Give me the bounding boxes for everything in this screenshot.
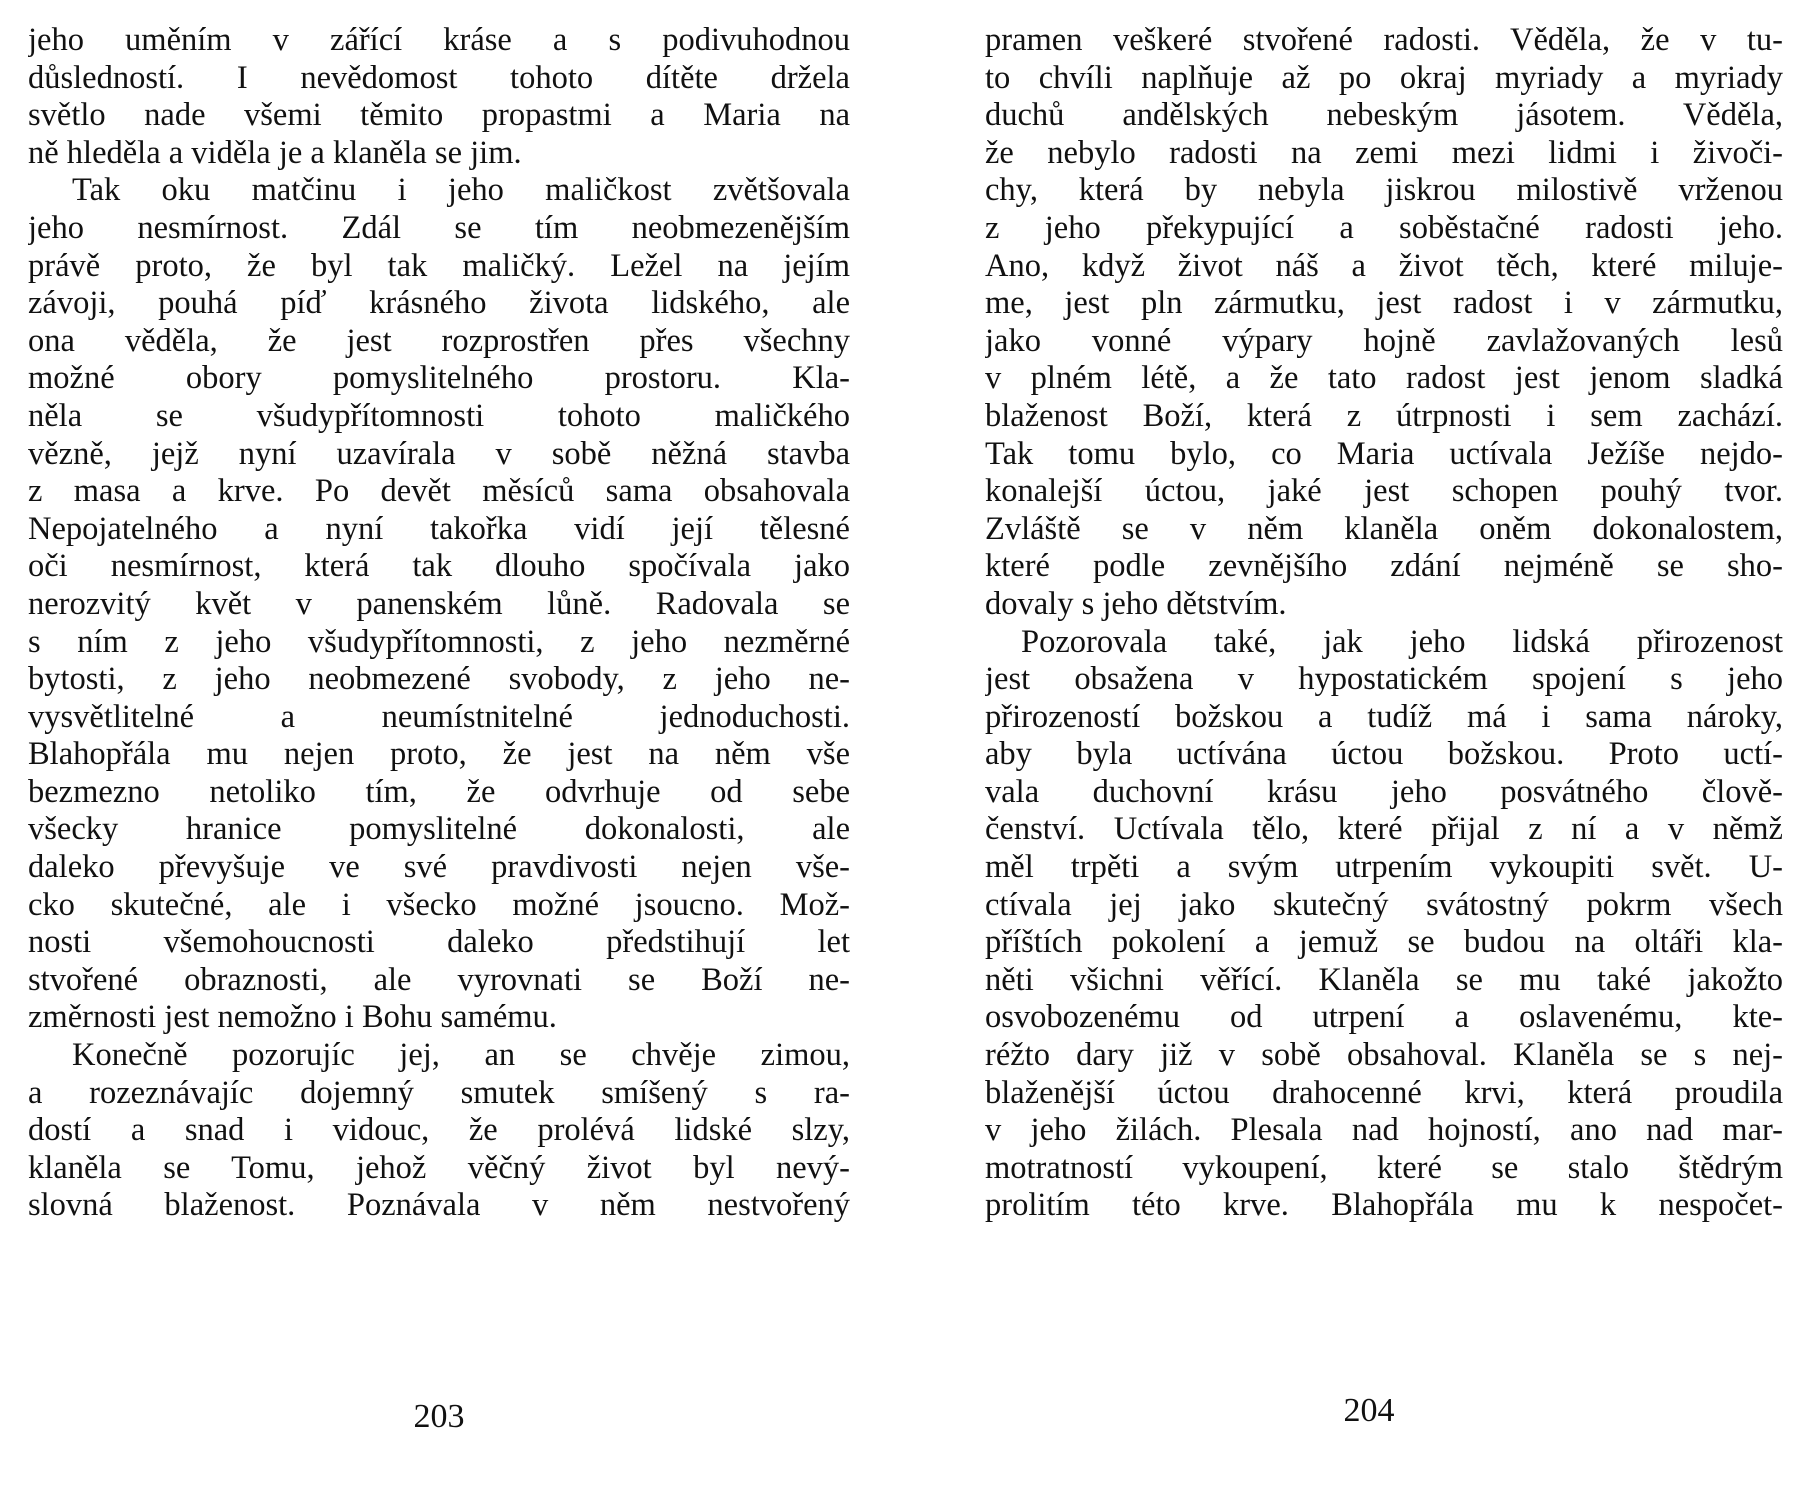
left-page-number: 203 — [413, 1398, 465, 1435]
text-line: změrnosti jest nemožno i Bohu samému. — [28, 999, 557, 1036]
text-line: čenství. Uctívala tělo, které přijal z ní a v němž — [985, 811, 1783, 848]
text-line: možné obory pomyslitelného prostoru. Kla- — [28, 360, 850, 397]
text-line: motratností vykoupení, které se stalo štědrým — [985, 1149, 1783, 1186]
text-line: slovná blaženost. Poznávala v něm nestvořený — [28, 1187, 850, 1224]
text-line: Blahopřála mu nejen proto, že jest na něm vše — [28, 736, 850, 773]
text-line: ctívala jej jako skutečný svátostný pokrm všech — [985, 886, 1783, 923]
text-line: něti všichni věřící. Klaněla se mu také jakožto — [985, 961, 1783, 998]
text-line: a rozeznávajíc dojemný smutek smíšený s ra- — [28, 1074, 850, 1111]
right-page-number: 204 — [1343, 1392, 1395, 1429]
text-line: stvořené obraznosti, ale vyrovnati se Boží ne- — [28, 961, 850, 998]
text-line: Konečně pozorujíc jej, an se chvěje zimou, — [72, 1037, 850, 1074]
text-line: které podle zevnějšího zdání nejméně se sho- — [985, 548, 1783, 585]
text-line: Pozorovala také, jak jeho lidská přirozenost — [1021, 623, 1783, 660]
text-line: blaženější úctou drahocenné krvi, která proudila — [985, 1074, 1783, 1111]
text-line: klaněla se Tomu, jehož věčný život byl nevý- — [28, 1149, 850, 1186]
right-page-text — [985, 22, 1783, 1225]
text-line: dostí a snad i vidouc, že prolévá lidské slzy, — [28, 1112, 850, 1149]
left-page-text — [28, 22, 850, 1225]
text-line: ně hleděla a viděla je a klaněla se jim. — [28, 134, 522, 171]
text-line: nosti všemohoucnosti daleko předstihují let — [28, 924, 850, 961]
text-line: aby byla uctívána úctou božskou. Proto uctí- — [985, 736, 1783, 773]
text-line: prolitím této krve. Blahopřála mu k nespočet- — [985, 1187, 1783, 1224]
text-line: Zvláště se v něm klaněla oněm dokonalostem, — [985, 510, 1783, 547]
text-line: v jeho žilách. Plesala nad hojností, ano nad mar- — [985, 1112, 1783, 1149]
text-line: s ním z jeho všudypřítomnosti, z jeho nezměrné — [28, 623, 850, 660]
text-line: něla se všudypřítomnosti tohoto maličkého — [28, 397, 850, 434]
text-line: konalejší úctou, jaké jest schopen pouhý tvor. — [985, 473, 1783, 510]
text-line: dovaly s jeho dětstvím. — [985, 585, 1287, 622]
text-line: cko skutečné, ale i všecko možné jsoucno. Mož- — [28, 886, 850, 923]
text-line: závoji, pouhá píď krásného života lidského, ale — [28, 285, 850, 322]
text-line: jeho nesmírnost. Zdál se tím neobmezenějším — [28, 209, 850, 246]
text-line: to chvíli naplňuje až po okraj myriady a myriady — [985, 59, 1783, 96]
text-line: z masa a krve. Po devět měsíců sama obsahovala — [28, 473, 850, 510]
text-line: ona věděla, že jest rozprostřen přes všechny — [28, 322, 850, 359]
text-line: Tak tomu bylo, co Maria uctívala Ježíše nejdo- — [985, 435, 1783, 472]
text-line: z jeho překypující a soběstačné radosti jeho. — [985, 209, 1783, 246]
right-page — [985, 0, 1783, 1500]
text-line: Ano, když život náš a život těch, které miluje- — [985, 247, 1783, 284]
text-line: jeho uměním v zářící kráse a s podivuhodnou — [28, 22, 850, 58]
text-line: chy, která by nebyla jiskrou milostivě vrženou — [985, 172, 1783, 209]
text-line: jako vonné výpary hojně zavlažovaných lesů — [985, 322, 1783, 359]
text-line: měl trpěti a svým utrpením vykoupiti svět. U- — [985, 849, 1783, 886]
text-line: nerozvitý květ v panenském lůně. Radovala se — [28, 585, 850, 622]
text-line: daleko převyšuje ve své pravdivosti nejen vše- — [28, 849, 850, 886]
text-line: osvobozenému od utrpení a oslavenému, kte- — [985, 999, 1783, 1036]
text-line: že nebylo radosti na zemi mezi lidmi i živoči- — [985, 134, 1783, 171]
text-line: vala duchovní krásu jeho posvátného člově- — [985, 773, 1783, 810]
text-line: bytosti, z jeho neobmezené svobody, z jeho ne- — [28, 661, 850, 698]
text-line: právě proto, že byl tak maličký. Ležel na jejím — [28, 247, 850, 284]
text-line: oči nesmírnost, která tak dlouho spočívala jako — [28, 548, 850, 585]
left-page — [28, 0, 850, 1500]
text-line: bezmezno netoliko tím, že odvrhuje od sebe — [28, 773, 850, 810]
text-line: v plném létě, a že tato radost jest jenom sladká — [985, 360, 1783, 397]
text-line: pramen veškeré stvořené radosti. Věděla, že v tu- — [985, 22, 1783, 58]
text-line: me, jest pln zármutku, jest radost i v zármutku, — [985, 285, 1783, 322]
text-line: blaženost Boží, která z útrpnosti i sem zachází. — [985, 397, 1783, 434]
text-line: přirozeností božskou a tudíž má i sama nároky, — [985, 698, 1783, 735]
text-line: vysvětlitelné a neumístnitelné jednoduchosti. — [28, 698, 850, 735]
text-line: Nepojatelného a nyní takořka vidí její tělesné — [28, 510, 850, 547]
text-line: réžto dary již v sobě obsahoval. Klaněla se s nej- — [985, 1037, 1783, 1074]
text-line: důsledností. I nevědomost tohoto dítěte držela — [28, 59, 850, 96]
text-line: vězně, jejž nyní uzavírala v sobě něžná stavba — [28, 435, 850, 472]
text-line: všecky hranice pomyslitelné dokonalosti, ale — [28, 811, 850, 848]
text-line: Tak oku matčinu i jeho maličkost zvětšovala — [72, 172, 850, 209]
text-line: příštích pokolení a jemuž se budou na oltáři kla- — [985, 924, 1783, 961]
text-line: duchů andělských nebeským jásotem. Věděla, — [985, 97, 1783, 134]
text-line: jest obsažena v hypostatickém spojení s jeho — [985, 661, 1783, 698]
text-line: světlo nade všemi těmito propastmi a Maria na — [28, 97, 850, 134]
